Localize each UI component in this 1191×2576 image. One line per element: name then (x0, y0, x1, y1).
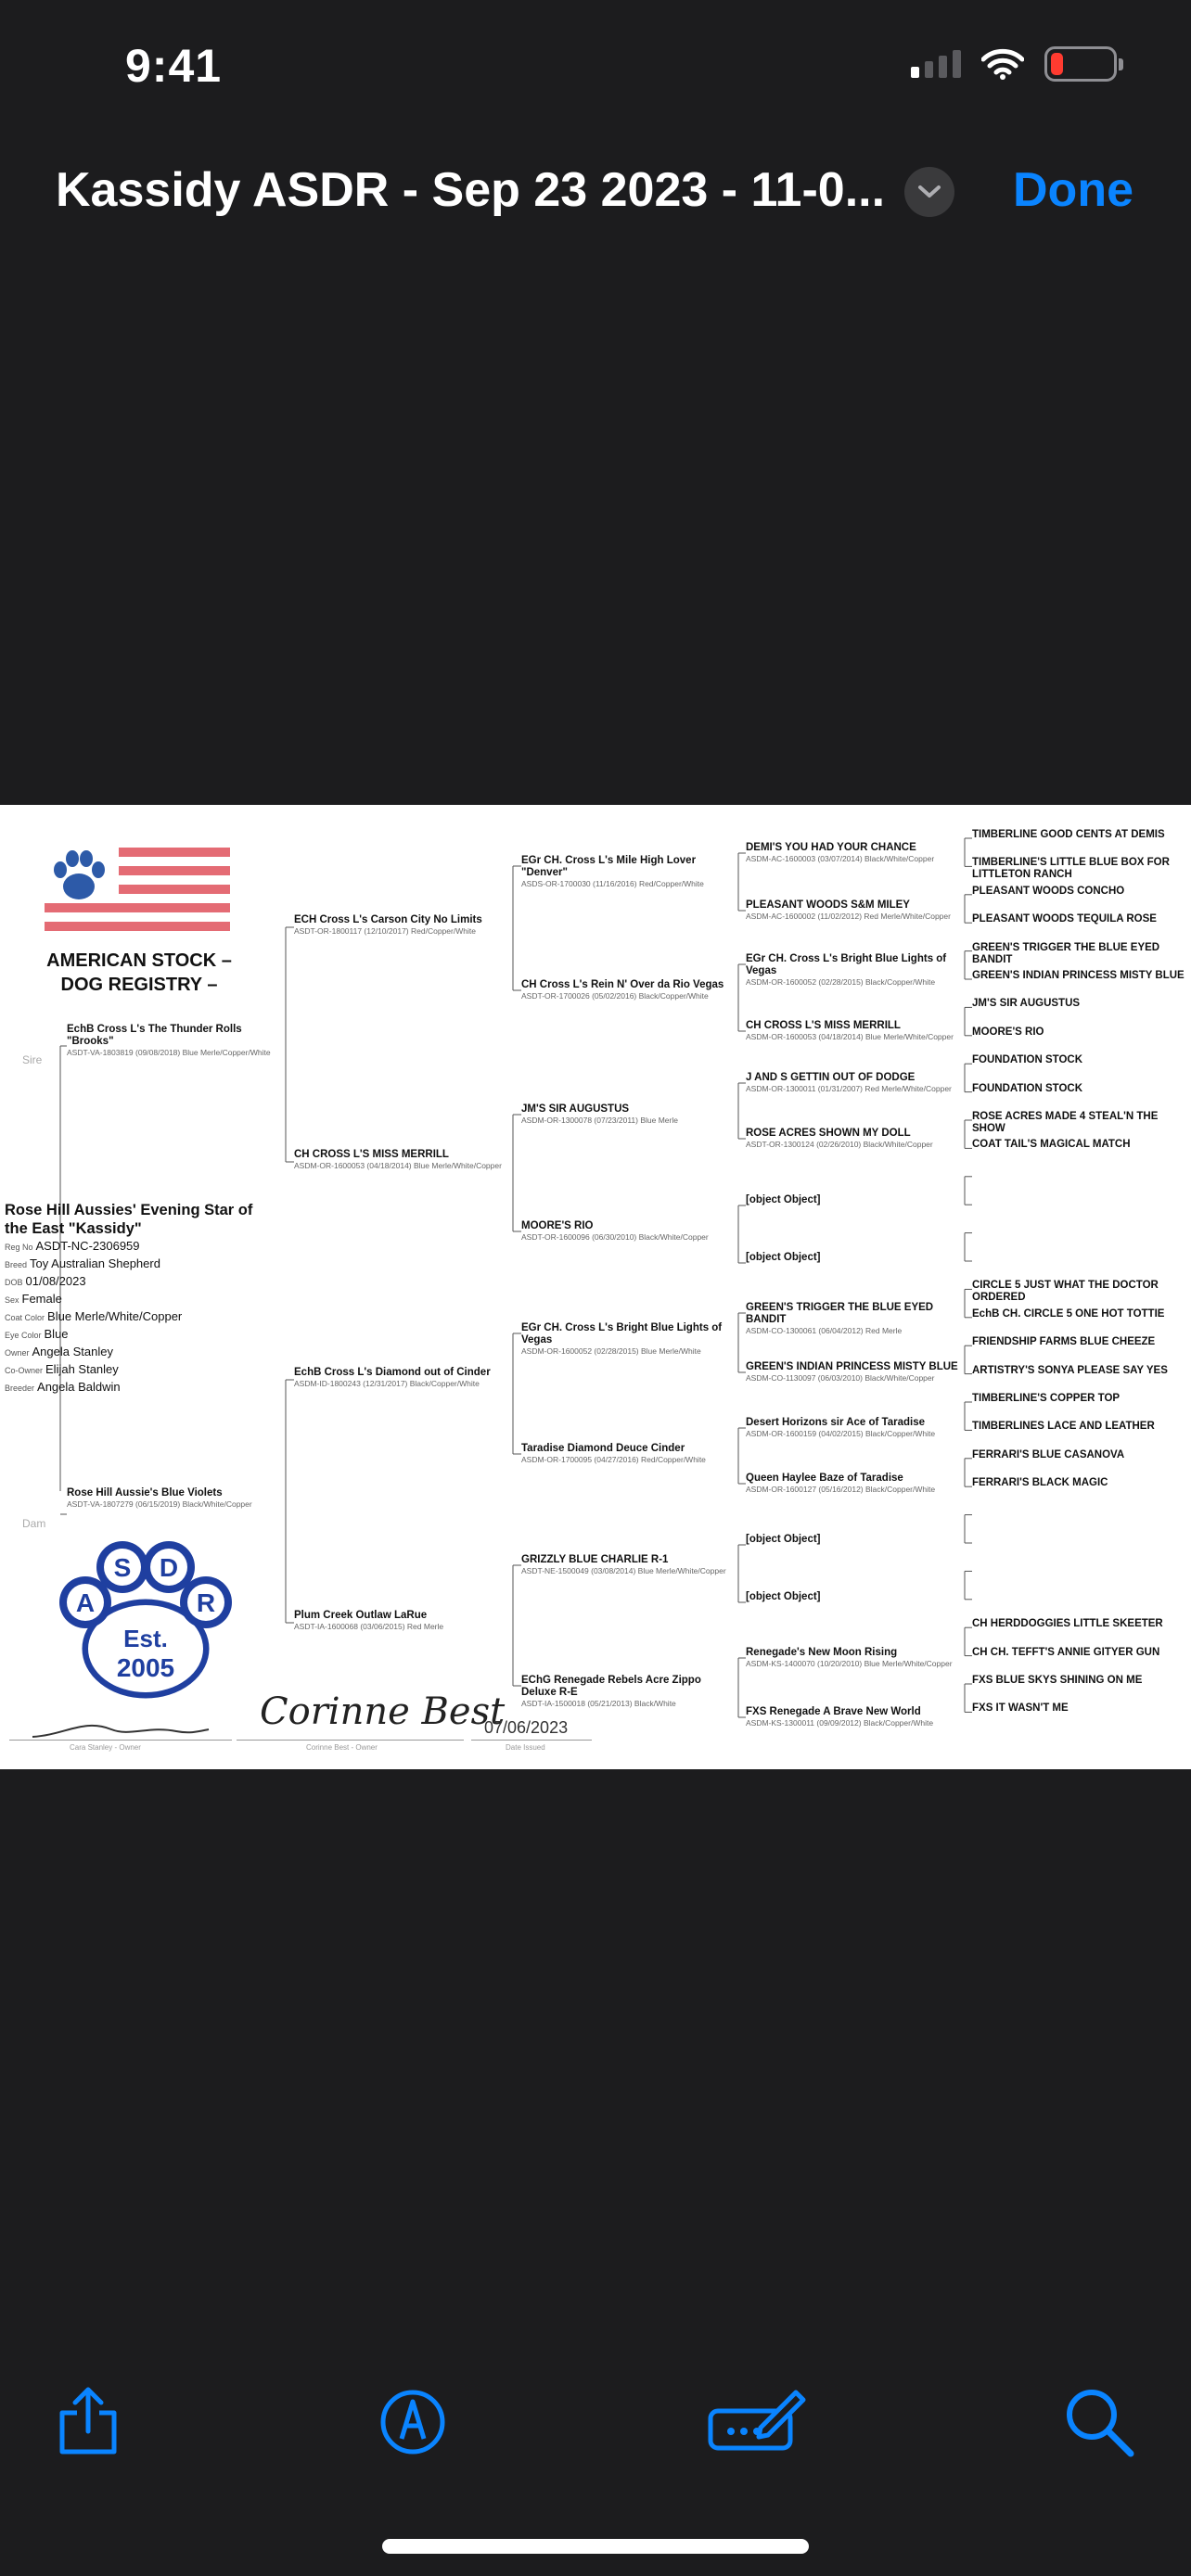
dog-name: FRIENDSHIP FARMS BLUE CHEEZE (972, 1336, 1156, 1348)
dob-label: DOB (5, 1278, 23, 1287)
dog-registration: ASDM-KS-1300011 (09/09/2012) Black/Copper/White (746, 1718, 934, 1728)
svg-text:A: A (75, 1588, 96, 1617)
pedigree-gen5-node (972, 998, 1187, 1010)
dog-name: EchB Cross L's The Thunder Rolls "Brooks" (67, 1024, 242, 1047)
dog-registration: ASDM-KS-1400070 (10/20/2010) Blue Merle/White/Copper (746, 1659, 953, 1668)
dog-name: [object Object] (746, 1252, 821, 1263)
pedigree-gen5-node (972, 1647, 1187, 1659)
svg-text:S: S (113, 1553, 132, 1582)
pedigree-gen5-node (972, 1083, 1187, 1095)
reg-no-value: ASDT-NC-2306959 (35, 1239, 140, 1253)
pedigree-gen4-node (746, 1128, 959, 1149)
dog-name: TIMBERLINE GOOD CENTS AT DEMIS (972, 829, 1165, 840)
dog-registration: ASDM-AC-1600002 (11/02/2012) Red Merle/White/Copper (746, 912, 951, 921)
dog-name: GRIZZLY BLUE CHARLIE R-1 (521, 1554, 669, 1565)
dog-name: CH CROSS L'S MISS MERRILL (294, 1149, 449, 1160)
dog-registration: ASDT-IA-1500018 (05/21/2013) Black/White (521, 1699, 676, 1708)
dog-name: DEMI'S YOU HAD YOUR CHANCE (746, 842, 916, 853)
dog-name: Taradise Diamond Deuce Cinder (521, 1443, 685, 1454)
signature-1 (28, 1709, 213, 1746)
dog-name: EGr CH. Cross L's Mile High Lover "Denver" (521, 855, 697, 878)
breeder-label: Breeder (5, 1384, 35, 1393)
dog-name: JM'S SIR AUGUSTUS (972, 998, 1081, 1010)
pedigree-gen4-node (746, 899, 959, 921)
dog-registration: ASDM-CO-1130097 (06/03/2010) Black/White/Copper (746, 1373, 935, 1383)
dog-name: TIMBERLINES LACE AND LEATHER (972, 1421, 1155, 1433)
pedigree-gen4-node (746, 1647, 959, 1668)
pedigree-gen3-node (521, 1554, 735, 1575)
breed-label: Breed (5, 1260, 28, 1269)
pedigree-gen2-node (294, 1149, 517, 1170)
share-icon[interactable] (51, 2385, 125, 2459)
pedigree-gen5-node (972, 1308, 1187, 1320)
pedigree-gen3-node (521, 1443, 735, 1464)
pedigree-gen4-node (746, 842, 959, 863)
dog-name: TIMBERLINE'S LITTLE BLUE BOX FOR LITTLETON RANCH (972, 857, 1170, 881)
svg-text:Est.: Est. (123, 1625, 168, 1652)
dog-name: FXS IT WASN'T ME (972, 1702, 1069, 1715)
dam-label: Dam (22, 1517, 46, 1530)
pedigree-gen5-node (972, 1365, 1187, 1377)
dog-name: Rose Hill Aussie's Blue Violets (67, 1487, 223, 1498)
pedigree-gen4-node (746, 1361, 959, 1383)
dog-registration: ASDM-OR-1300078 (07/23/2011) Blue Merle (521, 1116, 678, 1125)
pedigree-gen4-node (746, 1252, 959, 1264)
dog-name: GREEN'S TRIGGER THE BLUE EYED BANDIT (972, 941, 1160, 965)
dog-registration: ASDM-OR-1600052 (02/28/2015) Blue Merle/White (521, 1346, 701, 1356)
dog-registration: ASDM-OR-1700095 (04/27/2016) Red/Copper/White (521, 1455, 706, 1464)
home-indicator[interactable] (382, 2539, 809, 2554)
dog-name: FERRARI'S BLACK MAGIC (972, 1477, 1108, 1489)
pedigree-gen5-node (972, 857, 1187, 881)
chevron-down-icon (917, 185, 941, 199)
markup-icon[interactable] (376, 2385, 450, 2459)
pedigree-gen5-node (972, 1421, 1187, 1433)
dog-registration: ASDS-OR-1700030 (11/16/2016) Red/Copper/White (521, 879, 704, 888)
eye-label: Eye Color (5, 1331, 42, 1340)
dog-registration: ASDT-OR-1700026 (05/02/2016) Black/Copper/White (521, 991, 709, 1001)
svg-text:2005: 2005 (116, 1653, 175, 1682)
registry-logo (45, 848, 230, 936)
pedigree-gen4-node (746, 1194, 959, 1206)
dog-name: ARTISTRY'S SONYA PLEASE SAY YES (972, 1364, 1168, 1376)
breeder-value: Angela Baldwin (37, 1380, 121, 1394)
dog-name: CH Cross L's Rein N' Over da Rio Vegas (521, 979, 724, 990)
dog-name: J AND S GETTIN OUT OF DODGE (746, 1072, 916, 1083)
pedigree-gen5-node (972, 1477, 1187, 1489)
pedigree-gen4-node (746, 1591, 959, 1603)
coat-label: Coat Color (5, 1313, 45, 1322)
battery-icon (1044, 46, 1117, 82)
title-menu-button[interactable] (904, 167, 954, 217)
eye-value: Blue (44, 1327, 69, 1341)
dog-name: PLEASANT WOODS CONCHO (972, 885, 1125, 897)
dog-name: GREEN'S TRIGGER THE BLUE EYED BANDIT (746, 1302, 934, 1325)
dog-name: MOORE'S RIO (972, 1026, 1044, 1038)
pedigree-gen4-node (746, 1072, 959, 1093)
pedigree-gen4-node (746, 1302, 959, 1335)
pedigree-gen5-node (972, 1139, 1187, 1151)
svg-text:D: D (159, 1553, 179, 1582)
wifi-icon (981, 48, 1024, 80)
dog-registration: ASDT-OR-1600096 (06/30/2010) Black/White/Copper (521, 1232, 709, 1242)
dog-name: [object Object] (746, 1534, 821, 1545)
signature-caption-2: Corinne Best - Owner (306, 1743, 378, 1752)
pedigree-gen5-node (972, 886, 1187, 898)
dog-name: GREEN'S INDIAN PRINCESS MISTY BLUE (972, 970, 1185, 981)
registry-name: AMERICAN STOCK – DOG REGISTRY – (46, 950, 232, 995)
dog-name: GREEN'S INDIAN PRINCESS MISTY BLUE (746, 1361, 958, 1372)
dog-name: CH HERDDOGGIES LITTLE SKEETER (972, 1618, 1163, 1630)
dob-value: 01/08/2023 (25, 1274, 86, 1288)
dog-registration: ASDM-OR-1600052 (02/28/2015) Black/Copper/White (746, 977, 936, 987)
dog-name: COAT TAIL'S MAGICAL MATCH (972, 1139, 1131, 1151)
pedigree-gen5-node (972, 1702, 1187, 1715)
dog-name: Desert Horizons sir Ace of Taradise (746, 1417, 926, 1428)
pedigree-gen5-node (972, 1111, 1187, 1135)
pedigree-gen5-node (972, 1027, 1187, 1039)
pedigree-gen3-node (521, 1220, 735, 1242)
dog-name: FOUNDATION STOCK (972, 1054, 1083, 1066)
dog-name: Queen Haylee Baze of Taradise (746, 1473, 903, 1484)
pedigree-gen3-node (521, 855, 735, 888)
coowner-value: Elijah Stanley (45, 1362, 119, 1376)
status-icons (911, 46, 1117, 82)
dog-name: EChG Renegade Rebels Acre Zippo Deluxe R-E (521, 1675, 701, 1698)
dog-name: FOUNDATION STOCK (972, 1082, 1083, 1094)
pedigree-gen4-node (746, 1706, 959, 1728)
dog-name: FERRARI'S BLUE CASANOVA (972, 1448, 1125, 1460)
pedigree-gen1-node (67, 1487, 280, 1509)
dog-name: FXS Renegade A Brave New World (746, 1706, 921, 1717)
signature-caption-1: Cara Stanley - Owner (70, 1743, 141, 1752)
dog-name: EchB CH. CIRCLE 5 ONE HOT TOTTIE (972, 1307, 1165, 1320)
pedigree-gen3-node (521, 1103, 735, 1125)
dog-registration: ASDM-OR-1600053 (04/18/2014) Blue Merle/White/Copper (294, 1161, 502, 1170)
signature-2: Corinne Best (260, 1690, 506, 1733)
dog-name: PLEASANT WOODS S&M MILEY (746, 899, 910, 911)
owner-value: Angela Stanley (32, 1345, 113, 1358)
pedigree-gen5-node (972, 970, 1187, 982)
pedigree-gen3-node (521, 979, 735, 1001)
signature-icon[interactable] (705, 2385, 807, 2459)
dog-name: TIMBERLINE'S COPPER TOP (972, 1393, 1121, 1404)
dog-registration: ASDT-VA-1803819 (09/08/2018) Blue Merle/Copper/White (67, 1048, 271, 1057)
svg-text:R: R (196, 1588, 216, 1617)
dog-registration: ASDT-OR-1800117 (12/10/2017) Red/Copper/White (294, 926, 476, 936)
document-title[interactable]: Kassidy ASDR - Sep 23 2023 - 11-0... (56, 163, 886, 217)
pedigree-gen1-node (67, 1024, 280, 1057)
pedigree-gen5-node (972, 1675, 1187, 1687)
dog-name: JM'S SIR AUGUSTUS (521, 1103, 630, 1115)
coat-value: Blue Merle/White/Copper (47, 1309, 183, 1323)
sex-value: Female (21, 1292, 62, 1306)
dog-registration: ASDM-ID-1800243 (12/31/2017) Black/Copper/White (294, 1379, 480, 1388)
pedigree-gen4-node (746, 1473, 959, 1494)
dog-name: PLEASANT WOODS TEQUILA ROSE (972, 913, 1157, 925)
dog-registration: ASDM-OR-1600127 (05/16/2012) Black/Copper/White (746, 1485, 936, 1494)
dog-registration: ASDT-VA-1807279 (06/15/2019) Black/White/Copper (67, 1499, 252, 1509)
dog-name: Plum Creek Outlaw LaRue (294, 1610, 428, 1621)
pedigree-gen3-node (521, 1675, 735, 1708)
pedigree-gen4-node (746, 953, 959, 987)
pedigree-gen4-node (746, 1020, 959, 1041)
subject-name: Rose Hill Aussies' Evening Star of the East "Kassidy" (5, 1202, 253, 1237)
pedigree-gen2-node (294, 1610, 517, 1631)
dog-name: CH CH. TEFFT'S ANNIE GITYER GUN (972, 1646, 1160, 1658)
pedigree-gen4-node (746, 1534, 959, 1546)
dog-name: CH CROSS L'S MISS MERRILL (746, 1020, 901, 1031)
dog-name: ECH Cross L's Carson City No Limits (294, 914, 482, 925)
pedigree-gen5-node (972, 1449, 1187, 1461)
dog-registration: ASDM-OR-1600159 (04/02/2015) Black/Copper/White (746, 1429, 936, 1438)
dog-registration: ASDT-NE-1500049 (03/08/2014) Blue Merle/White/Copper (521, 1566, 726, 1575)
dog-registration: ASDM-AC-1600003 (03/07/2014) Black/White/Copper (746, 854, 935, 863)
pedigree-gen3-node (521, 1322, 735, 1356)
pedigree-gen5-node (972, 1393, 1187, 1405)
pedigree-gen5-node (972, 1618, 1187, 1630)
dog-name: ROSE ACRES MADE 4 STEAL'N THE SHOW (972, 1111, 1159, 1134)
pedigree-gen5-node (972, 829, 1187, 841)
pedigree-gen5-node (972, 913, 1187, 925)
pedigree-gen2-node (294, 1367, 517, 1388)
issue-date: 07/06/2023 (484, 1718, 569, 1737)
reg-no-label: Reg No (5, 1243, 33, 1252)
search-icon[interactable] (1062, 2385, 1136, 2459)
dog-name: EGr CH. Cross L's Bright Blue Lights of Vegas (521, 1322, 723, 1345)
dog-name: MOORE'S RIO (521, 1220, 594, 1231)
owner-label: Owner (5, 1348, 30, 1358)
dog-registration: ASDT-IA-1600068 (03/06/2015) Red Merle (294, 1622, 444, 1631)
asdr-seal-icon (58, 1537, 234, 1704)
breed-value: Toy Australian Shepherd (30, 1256, 160, 1270)
pedigree-gen5-node (972, 942, 1187, 966)
dog-name: EGr CH. Cross L's Bright Blue Lights of Vegas (746, 953, 947, 976)
sex-label: Sex (5, 1295, 19, 1305)
sire-label: Sire (22, 1053, 43, 1066)
dog-registration: ASDT-OR-1300124 (02/26/2010) Black/White/Copper (746, 1140, 933, 1149)
pedigree-gen5-node (972, 1054, 1187, 1066)
dog-name: FXS BLUE SKYS SHINING ON ME (972, 1675, 1143, 1686)
pedigree-document (0, 805, 1191, 1769)
dog-name: [object Object] (746, 1591, 821, 1602)
pedigree-gen5-node (972, 1336, 1187, 1348)
pedigree-gen2-node (294, 914, 517, 936)
dog-name: ROSE ACRES SHOWN MY DOLL (746, 1128, 911, 1139)
dog-name: [object Object] (746, 1194, 821, 1205)
subject-info (5, 1201, 274, 1396)
done-button[interactable]: Done (1013, 163, 1133, 217)
dog-name: EchB Cross L's Diamond out of Cinder (294, 1367, 491, 1378)
pedigree-gen5-node (972, 1280, 1187, 1304)
paw-icon (46, 848, 111, 907)
dog-name: Renegade's New Moon Rising (746, 1647, 898, 1658)
dog-registration: ASDM-OR-1600053 (04/18/2014) Blue Merle/White/Copper (746, 1032, 954, 1041)
dog-registration: ASDM-CO-1300061 (06/04/2012) Red Merle (746, 1326, 903, 1335)
coowner-label: Co-Owner (5, 1366, 44, 1375)
dog-name: CIRCLE 5 JUST WHAT THE DOCTOR ORDERED (972, 1280, 1159, 1304)
battery-level (1051, 53, 1063, 75)
signal-icon (911, 50, 961, 78)
signature-caption-3: Date Issued (506, 1743, 545, 1752)
status-time: 9:41 (125, 40, 223, 92)
pedigree-gen4-node (746, 1417, 959, 1438)
dog-registration: ASDM-OR-1300011 (01/31/2007) Red Merle/White/Copper (746, 1084, 952, 1093)
